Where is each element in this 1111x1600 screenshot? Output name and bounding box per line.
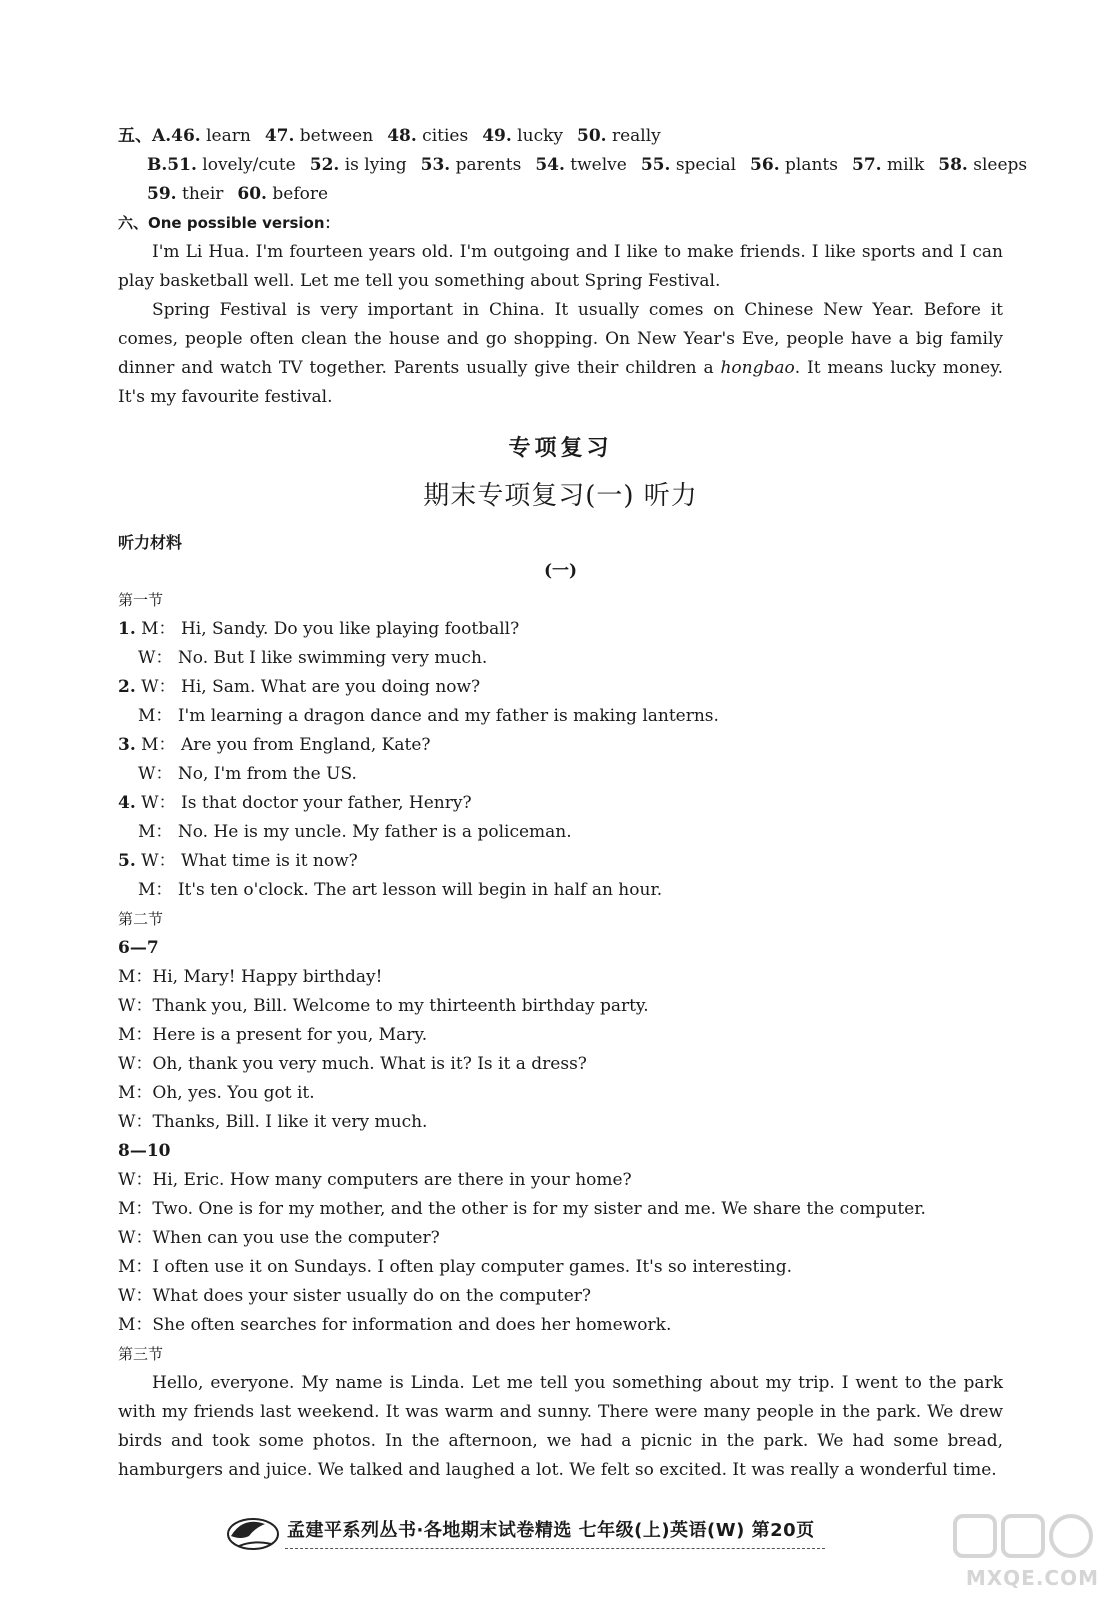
answer-text: parents [450, 155, 522, 175]
dialog-speaker: M： [135, 619, 176, 639]
answer-number: 57. [851, 155, 882, 175]
answer-text: their [176, 184, 224, 204]
answer-item [421, 155, 522, 175]
answer-number: 54. [535, 155, 565, 175]
answer-item [237, 184, 328, 204]
answer-item [167, 155, 295, 175]
dialog-text: No. He is my uncle. My father is a policeman. [172, 822, 572, 842]
dialog-number: 4. [118, 793, 136, 813]
listening-label: 听力材料 [118, 533, 183, 552]
dialog-reply [118, 760, 1003, 789]
conv2-range: 8—10 [118, 1141, 171, 1161]
dialog-speaker: M： [138, 880, 173, 900]
answer-number: 46. [171, 126, 201, 146]
jie3-label: 第三节 [118, 1345, 164, 1363]
dialog-speaker: W： [135, 677, 176, 697]
answer-item [938, 155, 1027, 175]
dialog-text: What time is it now? [175, 851, 358, 871]
dialog-speaker: M： [138, 706, 173, 726]
conversation-line: W：Hi, Eric. How many computers are there in your home? [118, 1170, 632, 1190]
answer-item [852, 155, 924, 175]
chapter-title: 期末专项复习(一) 听力 [423, 481, 698, 511]
answer-number: 60. [237, 184, 267, 204]
conversation-line: M：Here is a present for you, Mary. [118, 1025, 428, 1045]
answer-number: 58. [938, 155, 968, 175]
dialog-text: Hi, Sam. What are you doing now? [175, 677, 481, 697]
page-content [118, 122, 1028, 1485]
dialog-number: 1. [118, 619, 136, 639]
dialog-speaker: M： [138, 822, 173, 842]
dialog-speaker: W： [135, 851, 176, 871]
answer-number: 52. [309, 155, 340, 175]
answer-number: 49. [482, 126, 512, 146]
answer-row-5b-cont [118, 180, 1003, 209]
conversation-line: W：Thank you, Bill. Welcome to my thirteenth birthday party. [118, 996, 649, 1016]
dialog-reply [118, 702, 1003, 731]
answer-text: really [606, 126, 661, 146]
book-series-logo-icon [225, 1510, 281, 1552]
page-footer [225, 1512, 1025, 1552]
watermark-text: MXQE.COM [965, 1566, 1099, 1590]
answer-item [265, 126, 373, 146]
dialog-text: Is that doctor your father, Henry? [175, 793, 472, 813]
conv1-range: 6—7 [118, 938, 159, 958]
answer-text: twelve [564, 155, 627, 175]
answer-number: 53. [420, 155, 451, 175]
dialog-text: I'm learning a dragon dance and my father is making lanterns. [172, 706, 719, 726]
dialog-text: It's ten o'clock. The art lesson will begin in half an hour. [172, 880, 663, 900]
conversation-line: M：Hi, Mary! Happy birthday! [118, 967, 383, 987]
answer-item [482, 126, 563, 146]
dialog-speaker: W： [138, 764, 173, 784]
passage-text: Hello, everyone. My name is Linda. Let me tell you something about my trip. I went to the park with my friends last weekend. It was warm and sunny. There were many people in the park. We drew birds and took some photos. In the afternoon, we had a picnic in the park. We had some bread, hamburgers and juice. We talked and laughed a lot. We felt so excited. It was really a wonderful time. [118, 1373, 1003, 1480]
watermark-logo-icon [949, 1510, 1099, 1566]
dialog-speaker: W： [135, 793, 176, 813]
essay-paragraph-2 [118, 296, 1003, 412]
essay-italic-word: hongbao [720, 358, 795, 378]
section6-heading: 六、One possible version： [118, 214, 340, 232]
section5b-prefix: B. [147, 155, 168, 175]
answer-text: is lying [339, 155, 407, 175]
answer-item [147, 184, 223, 204]
dialog-question [118, 789, 1003, 818]
dialog-text: No, I'm from the US. [172, 764, 357, 784]
answer-item [535, 155, 627, 175]
dialog-reply [118, 876, 1003, 905]
footer-divider [285, 1548, 825, 1550]
answer-number: 56. [750, 155, 780, 175]
conversation-line: M：She often searches for information and does her homework. [118, 1315, 672, 1335]
answer-text: cities [416, 126, 469, 146]
essay-paragraph-2-part2: . It means lucky money. It's my favourite festival. [118, 358, 1003, 407]
answer-number: 51. [167, 155, 197, 175]
answer-number: 59. [147, 184, 177, 204]
dialog-question [118, 731, 1003, 760]
section5a-prefix: 五、A. [118, 126, 172, 146]
answer-text: milk [881, 155, 925, 175]
conversation-line: W：What does your sister usually do on the computer? [118, 1286, 592, 1306]
dialog-text: No. But I like swimming very much. [172, 648, 488, 668]
answer-number: 48. [387, 126, 417, 146]
dialog-text: Are you from England, Kate? [175, 735, 431, 755]
answer-item [750, 155, 838, 175]
answer-number: 55. [640, 155, 671, 175]
answer-item [310, 155, 407, 175]
dialog-reply [118, 818, 1003, 847]
part-label: (一) [543, 561, 578, 581]
answer-text: sleeps [967, 155, 1028, 175]
dialog-speaker: M： [135, 735, 176, 755]
dialog-number: 5. [118, 851, 136, 871]
answer-number: 47. [264, 126, 295, 146]
conversation-line: W：When can you use the computer? [118, 1228, 440, 1248]
answer-row-5b [118, 151, 1028, 180]
conversation-line: M：I often use it on Sundays. I often play computer games. It's so interesting. [118, 1257, 793, 1277]
conversation-line: M：Two. One is for my mother, and the other is for my sister and me. We share the computer. [118, 1199, 926, 1219]
dialog-number: 3. [118, 735, 136, 755]
answer-text: lucky [511, 126, 563, 146]
dialog-question [118, 847, 1003, 876]
dialog-list [118, 615, 1003, 905]
essay-paragraph-1: I'm Li Hua. I'm fourteen years old. I'm outgoing and I like to make friends. I like sports and I can play basketball well. Let me tell you something about Spring Festival. [118, 242, 1003, 291]
answer-text: plants [779, 155, 838, 175]
answer-item [641, 155, 736, 175]
answer-item [577, 126, 661, 146]
answer-row-5a [118, 122, 1003, 151]
footer-text: 孟建平系列丛书·各地期末试卷精选 七年级(上)英语(W) 第20页 [287, 1520, 815, 1541]
conv2-lines [118, 1166, 1003, 1340]
section-title: 专项复习 [508, 435, 613, 461]
answer-text: special [670, 155, 737, 175]
answer-text: before [266, 184, 329, 204]
watermark [949, 1510, 1099, 1590]
answer-text: between [294, 126, 374, 146]
conv1-lines [118, 963, 1003, 1137]
conversation-line: M：Oh, yes. You got it. [118, 1083, 315, 1103]
answer-text: learn [200, 126, 251, 146]
conversation-line: W：Oh, thank you very much. What is it? Is it a dress? [118, 1054, 587, 1074]
answer-item [387, 126, 468, 146]
dialog-question [118, 673, 1003, 702]
conversation-line: W：Thanks, Bill. I like it very much. [118, 1112, 428, 1132]
jie2-label: 第二节 [118, 910, 164, 928]
dialog-speaker: W： [138, 648, 173, 668]
dialog-number: 2. [118, 677, 136, 697]
dialog-reply [118, 644, 1003, 673]
dialog-question [118, 615, 1003, 644]
answer-item [171, 126, 251, 146]
essay-paragraph-2-part1: Spring Festival is very important in China. It usually comes on Chinese New Year. Before it comes, people often clean the house and go shopping. On New Year's Eve, people have a big family dinner and watch TV together. Parents usually give their children a [118, 300, 1003, 378]
answer-text: lovely/cute [196, 155, 296, 175]
answer-number: 50. [577, 126, 607, 146]
jie1-label: 第一节 [118, 591, 164, 609]
dialog-text: Hi, Sandy. Do you like playing football? [175, 619, 520, 639]
